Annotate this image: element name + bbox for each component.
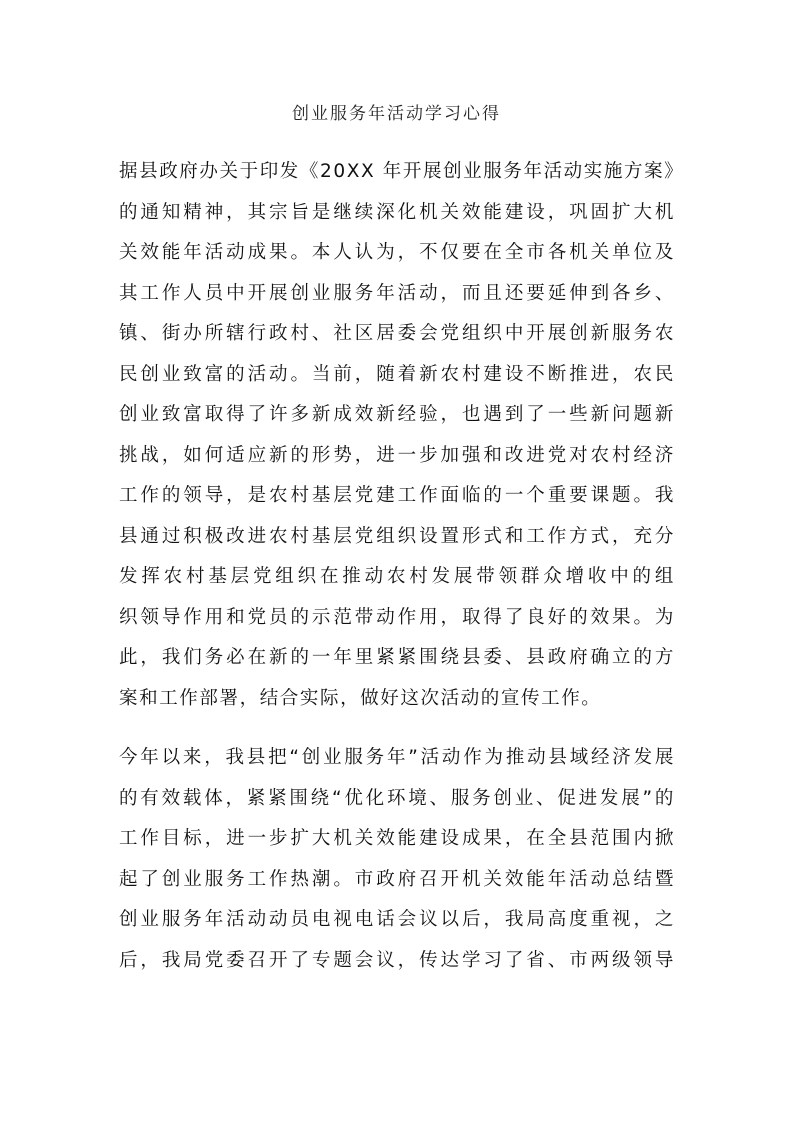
text-line: 据县政府办关于印发《20XX 年开展创业服务年活动实施方案》 xyxy=(119,161,685,182)
paragraph-2 xyxy=(119,738,675,981)
text-line: 的有效载体，紧紧围绕“优化环境、服务创业、促进发展”的 xyxy=(119,787,675,809)
text-line: 工作的领导，是农村基层党建工作面临的一个重要课题。我 xyxy=(119,485,675,506)
text-line: 其工作人员中开展创业服务年活动，而且还要延伸到各乡、 xyxy=(119,282,675,304)
text-line: 民创业致富的活动。当前，随着新农村建设不断推进，农民 xyxy=(119,363,675,385)
text-line: 工作目标，进一步扩大机关效能建设成果，在全县范围内掀 xyxy=(119,828,675,849)
text-line: 此，我们务必在新的一年里紧紧围绕县委、县政府确立的方 xyxy=(119,647,675,668)
text-line: 的通知精神，其宗旨是继续深化机关效能建设，巩固扩大机 xyxy=(119,201,675,223)
text-line: 挑战，如何适应新的形势，进一步加强和改进党对农村经济 xyxy=(119,444,675,466)
text-line: 起了创业服务工作热潮。市政府召开机关效能年活动总结暨 xyxy=(119,868,675,890)
text-line: 镇、街办所辖行政村、社区居委会党组织中开展创新服务农 xyxy=(119,323,675,344)
text-line: 创业致富取得了许多新成效新经验，也遇到了一些新问题新 xyxy=(119,404,675,425)
text-line: 创业服务年活动动员电视电话会议以后，我局高度重视，之 xyxy=(119,909,675,930)
document-title: 创业服务年活动学习心得 xyxy=(292,104,501,124)
text-line: 县通过积极改进农村基层党组织设置形式和工作方式，充分 xyxy=(119,525,675,547)
text-line: 后，我局党委召开了专题会议，传达学习了省、市两级领导 xyxy=(119,949,675,971)
text-line: 关效能年活动成果。本人认为，不仅要在全市各机关单位及 xyxy=(119,242,675,263)
text-line-last: 案和工作部署，结合实际，做好这次活动的宣传工作。 xyxy=(119,687,602,709)
text-line: 发挥农村基层党组织在推动农村发展带领群众增收中的组 xyxy=(119,566,675,587)
text-line: 今年以来，我县把“创业服务年”活动作为推动县域经济发展 xyxy=(119,747,675,768)
paragraph-1 xyxy=(119,152,685,719)
text-line: 织领导作用和党员的示范带动作用，取得了良好的效果。为 xyxy=(119,606,675,628)
